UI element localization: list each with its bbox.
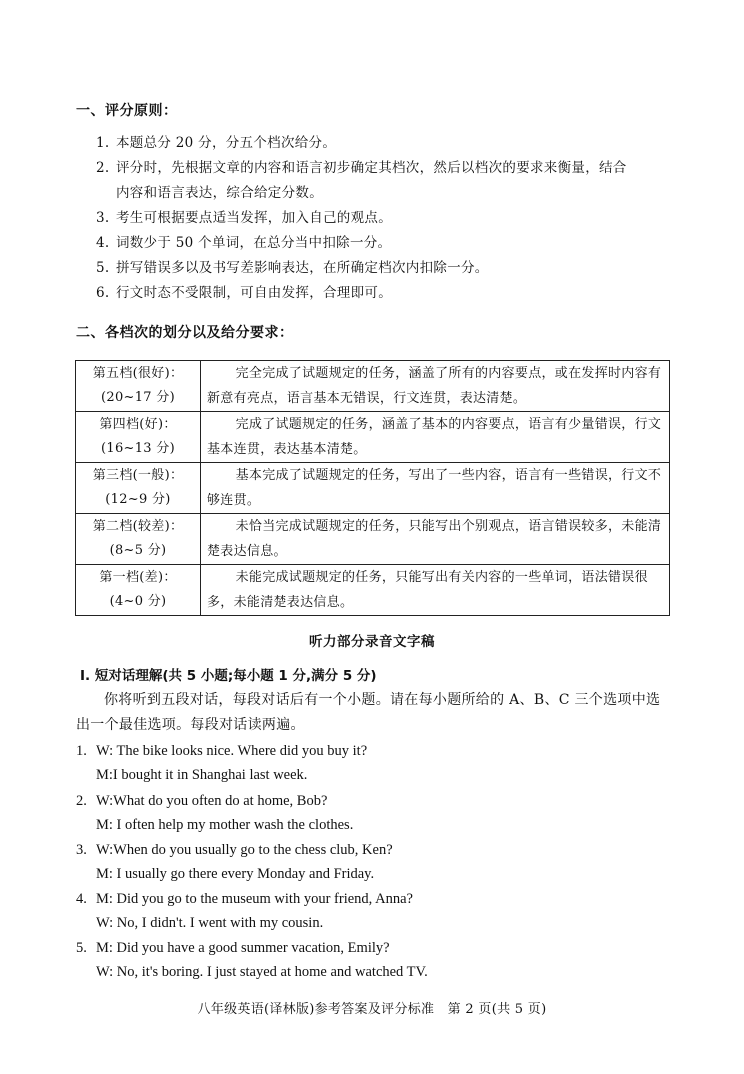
item-number: 6.: [96, 285, 110, 301]
level-name: 第三档(一般)：: [92, 468, 184, 483]
item-text: 本题总分 20 分，分五个档次给分。: [116, 135, 337, 151]
table-row: [76, 412, 670, 463]
item-number: 5.: [96, 260, 110, 276]
dialogue-item: [76, 739, 367, 787]
level-name: 第二档(较差)：: [92, 519, 184, 534]
dialogue-number: 5.: [76, 940, 87, 956]
dialogue-line: W:What do you often do at home, Bob?: [96, 793, 328, 809]
scoring-principles-heading: 一、评分原则：: [76, 103, 178, 119]
dialogue-number: 3.: [76, 842, 87, 858]
principle-item: [96, 256, 672, 281]
item-text: 考生可根据要点适当发挥，加入自己的观点。: [116, 210, 392, 226]
level-description: 完成了试题规定的任务，涵盖了基本的内容要点，语言有少量错误，行文基本连贯，表达基本清楚。: [207, 417, 662, 457]
description-cell: [201, 565, 670, 616]
dialogue-item: [76, 887, 413, 935]
level-description: 完全完成了试题规定的任务，涵盖了所有的内容要点，或在发挥时内容有新意有亮点，语言基本无错误，行文连贯，表达清楚。: [207, 366, 662, 406]
instructions-paragraph: 你将听到五段对话，每段对话后有一个小题。请在每小题所给的 A、B、C 三个选项中选出一个最佳选项。每段对话读两遍。: [76, 692, 661, 733]
dialogue-line: W: No, it's boring. I just stayed at home and watched TV.: [96, 964, 428, 980]
item-number: 1.: [96, 135, 110, 151]
dialogue-line: M: Did you go to the museum with your friend, Anna?: [96, 891, 413, 907]
dialogue-number: 4.: [76, 891, 87, 907]
dialogue-item: [76, 789, 353, 837]
dialogue-line: W: The bike looks nice. Where did you buy it?: [96, 743, 368, 759]
level-cell: [76, 565, 201, 616]
listening-transcript-title: 听力部分录音文字稿: [309, 634, 435, 650]
dialogue-line: W:When do you usually go to the chess club, Ken?: [96, 842, 393, 858]
level-cell: [76, 463, 201, 514]
grade-levels-table: [75, 360, 670, 616]
table-row: [76, 361, 670, 412]
table-row: [76, 514, 670, 565]
level-name: 第四档(好)：: [99, 417, 177, 432]
dialogue-line: M: Did you have a good summer vacation, Emily?: [96, 940, 390, 956]
table-row: [76, 565, 670, 616]
description-cell: [201, 463, 670, 514]
table-row: [76, 463, 670, 514]
level-cell: [76, 514, 201, 565]
dialogue-number: 2.: [76, 793, 87, 809]
dialogue-line: M:I bought it in Shanghai last week.: [96, 767, 308, 783]
description-cell: [201, 412, 670, 463]
principle-item: [96, 156, 672, 206]
principle-item: [96, 281, 672, 306]
item-text: 词数少于 50 个单词，在总分当中扣除一分。: [116, 235, 392, 251]
dialogue-number: 1.: [76, 743, 87, 759]
level-description: 未恰当完成试题规定的任务，只能写出个别观点，语言错误较多，未能清楚表达信息。: [207, 519, 662, 559]
level-cell: [76, 361, 201, 412]
level-range: (12~9 分): [105, 492, 171, 507]
level-range: (8~5 分): [109, 543, 167, 558]
description-cell: [201, 361, 670, 412]
grade-levels-heading: 二、各档次的划分以及给分要求：: [76, 325, 294, 341]
item-text: 评分时，先根据文章的内容和语言初步确定其档次，然后以档次的要求来衡量，结合: [116, 160, 627, 176]
item-text: 拼写错误多以及书写差影响表达，在所确定档次内扣除一分。: [116, 260, 489, 276]
dialogue-line: W: No, I didn't. I went with my cousin.: [96, 915, 324, 931]
level-name: 第一档(差)：: [99, 570, 177, 585]
dialogue-item: [76, 838, 393, 886]
level-range: (4~0 分): [109, 594, 167, 609]
principle-item: [96, 231, 672, 256]
item-number: 4.: [96, 235, 110, 251]
item-number: 2.: [96, 160, 110, 176]
level-description: 未能完成试题规定的任务，只能写出有关内容的一些单词，语法错误很多，未能清楚表达信息。: [207, 570, 648, 610]
item-number: 3.: [96, 210, 110, 226]
dialogue-line: M: I usually go there every Monday and Friday.: [96, 866, 375, 882]
level-cell: [76, 412, 201, 463]
item-text-continued: 内容和语言表达，综合给定分数。: [116, 185, 323, 201]
principle-item: [96, 131, 672, 156]
level-name: 第五档(很好)：: [92, 366, 184, 381]
item-text: 行文时态不受限制，可自由发挥，合理即可。: [116, 285, 392, 301]
level-description: 基本完成了试题规定的任务，写出了一些内容，语言有一些错误，行文不够连贯。: [207, 468, 662, 508]
level-range: (16~13 分): [101, 441, 175, 456]
principle-item: [96, 206, 672, 231]
page-footer: 八年级英语(译林版)参考答案及评分标准 第 2 页(共 5 页): [197, 1002, 547, 1017]
section-title: Ⅰ. 短对话理解(共 5 小题;每小题 1 分,满分 5 分): [80, 668, 377, 684]
level-range: (20~17 分): [101, 390, 175, 405]
dialogue-item: [76, 936, 428, 984]
description-cell: [201, 514, 670, 565]
dialogue-line: M: I often help my mother wash the clothes.: [96, 817, 354, 833]
